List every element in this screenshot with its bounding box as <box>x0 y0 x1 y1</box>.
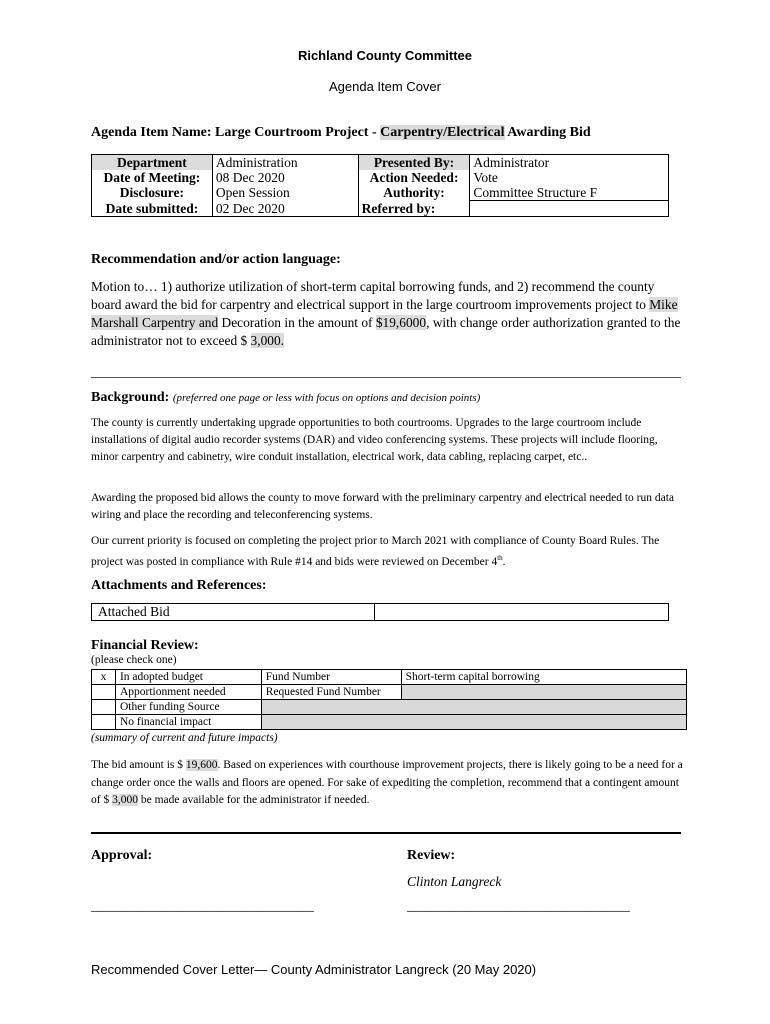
signoff-divider <box>91 832 681 834</box>
agenda-item-name-part1: Large Courtroom Project - <box>215 125 381 140</box>
authority-value: Committee Structure F <box>470 185 669 201</box>
date-of-meeting-label: Date of Meeting: <box>92 170 213 185</box>
background-paragraph-1: The county is currently undertaking upgrade opportunities to both courtrooms. Upgrades to the large courtroom include installations of digital audio recorder systems (DAR) and video conferencing systems. These projects will include flooring, minor carpentry and cabinetry, wire conduit installation, electrical work, data cabling, replacing carpet, etc.. <box>91 417 658 463</box>
background-paragraph-2: Awarding the proposed bid allows the county to move forward with the preliminary carpentry and electrical needed to run data wiring and place the recording and teleconferencing systems. <box>91 492 675 521</box>
shaded-cell <box>261 700 686 715</box>
date-submitted-value: 02 Dec 2020 <box>212 201 358 217</box>
disclosure-label: Disclosure: <box>92 185 213 201</box>
bid-text-1: The bid amount is $ <box>91 759 186 771</box>
financial-review-heading: Financial Review: <box>91 638 199 653</box>
funding-option-label: Other funding Source <box>115 700 261 715</box>
background-paragraph-3-end: . <box>502 555 506 568</box>
contingent-amount-value: 3,000 <box>112 794 138 806</box>
department-value: Administration <box>212 155 358 171</box>
bid-amount-highlight: $19,6000 <box>375 315 427 330</box>
financial-review-table <box>91 669 687 730</box>
vendor-name-highlight: Mike Marshall Carpentry and <box>91 297 678 330</box>
motion-text <box>91 278 681 350</box>
approval-signature-line: _________________________________ <box>91 898 314 913</box>
background-subheading: (preferred one page or less with focus on options and decision points) <box>172 392 481 404</box>
background-paragraph-3-sup: th <box>497 554 503 562</box>
funding-option-checkbox[interactable] <box>92 685 116 700</box>
funding-option-label: No financial impact <box>115 715 261 730</box>
requested-fund-number-value <box>401 685 686 700</box>
date-submitted-label: Date submitted: <box>92 201 213 217</box>
funding-option-label: Apportionment needed <box>115 685 261 700</box>
financial-summary-label: (summary of current and future impacts) <box>91 732 278 744</box>
fund-number-value: Short-term capital borrowing <box>401 670 686 685</box>
attachment-item: Attached Bid <box>92 604 375 621</box>
authority-label: Authority: <box>358 185 470 201</box>
meeting-details-table <box>91 154 669 217</box>
background-paragraph-3 <box>91 533 681 571</box>
attachment-item <box>374 604 668 621</box>
change-order-limit-highlight: 3,000. <box>250 333 285 348</box>
footer-text: Recommended Cover Letter— County Administrator Langreck (20 May 2020) <box>91 962 537 977</box>
referred-by-label: Referred by: <box>358 201 470 217</box>
attachments-heading: Attachments and References: <box>91 578 267 593</box>
section-divider <box>91 377 681 378</box>
bid-amount-value: 19,600 <box>185 759 218 771</box>
department-label: Department <box>92 155 213 171</box>
motion-text-1: Motion to… 1) authorize utilization of short-term capital borrowing funds, and 2) recommend the county board award the bid for carpentry and electrical support in the large courtroom improvements project to <box>91 279 655 312</box>
background-heading-label: Background: <box>91 390 170 405</box>
requested-fund-number-label: Requested Fund Number <box>261 685 401 700</box>
bid-text-3: be made available for the administrator if needed. <box>137 794 370 806</box>
disclosure-value: Open Session <box>212 185 358 201</box>
agenda-item-name <box>91 125 591 141</box>
committee-title: Richland County Committee <box>297 48 473 63</box>
agenda-item-label: Agenda Item Name: <box>91 125 212 140</box>
financial-review-instruction: (please check one) <box>91 654 177 666</box>
document-type-title: Agenda Item Cover <box>328 79 441 94</box>
motion-text-2: Decoration in the amount of <box>218 315 376 330</box>
funding-option-checkbox[interactable]: x <box>92 670 116 685</box>
funding-option-checkbox[interactable] <box>92 700 116 715</box>
presented-by-value: Administrator <box>470 155 669 171</box>
date-of-meeting-value: 08 Dec 2020 <box>212 170 358 185</box>
review-signature-line: _________________________________ <box>407 898 630 913</box>
action-needed-value: Vote <box>470 170 669 185</box>
funding-option-label: In adopted budget <box>115 670 261 685</box>
review-label: Review: <box>407 848 456 863</box>
action-needed-label: Action Needed: <box>358 170 470 185</box>
funding-option-checkbox[interactable] <box>92 715 116 730</box>
bid-text-2: . Based on experiences with courthouse improvement projects, there is likely going to be a need for a change order once the walls and floors are opened. For sake of expediting the completion, recommend that a contingent amount of $ <box>91 759 683 806</box>
bid-amount-paragraph <box>91 757 687 810</box>
shaded-cell <box>261 715 686 730</box>
presented-by-label: Presented By: <box>358 155 470 171</box>
motion-text-3: , with change order authorization granted to the administrator not to exceed $ <box>91 315 681 348</box>
agenda-item-name-highlight: Carpentry/Electrical <box>380 125 505 140</box>
attachments-table <box>91 603 669 621</box>
agenda-item-name-part2: Awarding Bid <box>504 125 591 140</box>
background-heading <box>91 390 480 406</box>
fund-number-label: Fund Number <box>261 670 401 685</box>
referred-by-value <box>470 201 669 217</box>
approval-label: Approval: <box>91 848 153 863</box>
reviewer-name: Clinton Langreck <box>407 874 502 889</box>
background-paragraph-3-main: Our current priority is focused on completing the project prior to March 2021 with compliance of County Board Rules. The project was posted in compliance with Rule #14 and bids were reviewed on December 4 <box>91 535 660 568</box>
recommendation-heading: Recommendation and/or action language: <box>91 252 341 267</box>
